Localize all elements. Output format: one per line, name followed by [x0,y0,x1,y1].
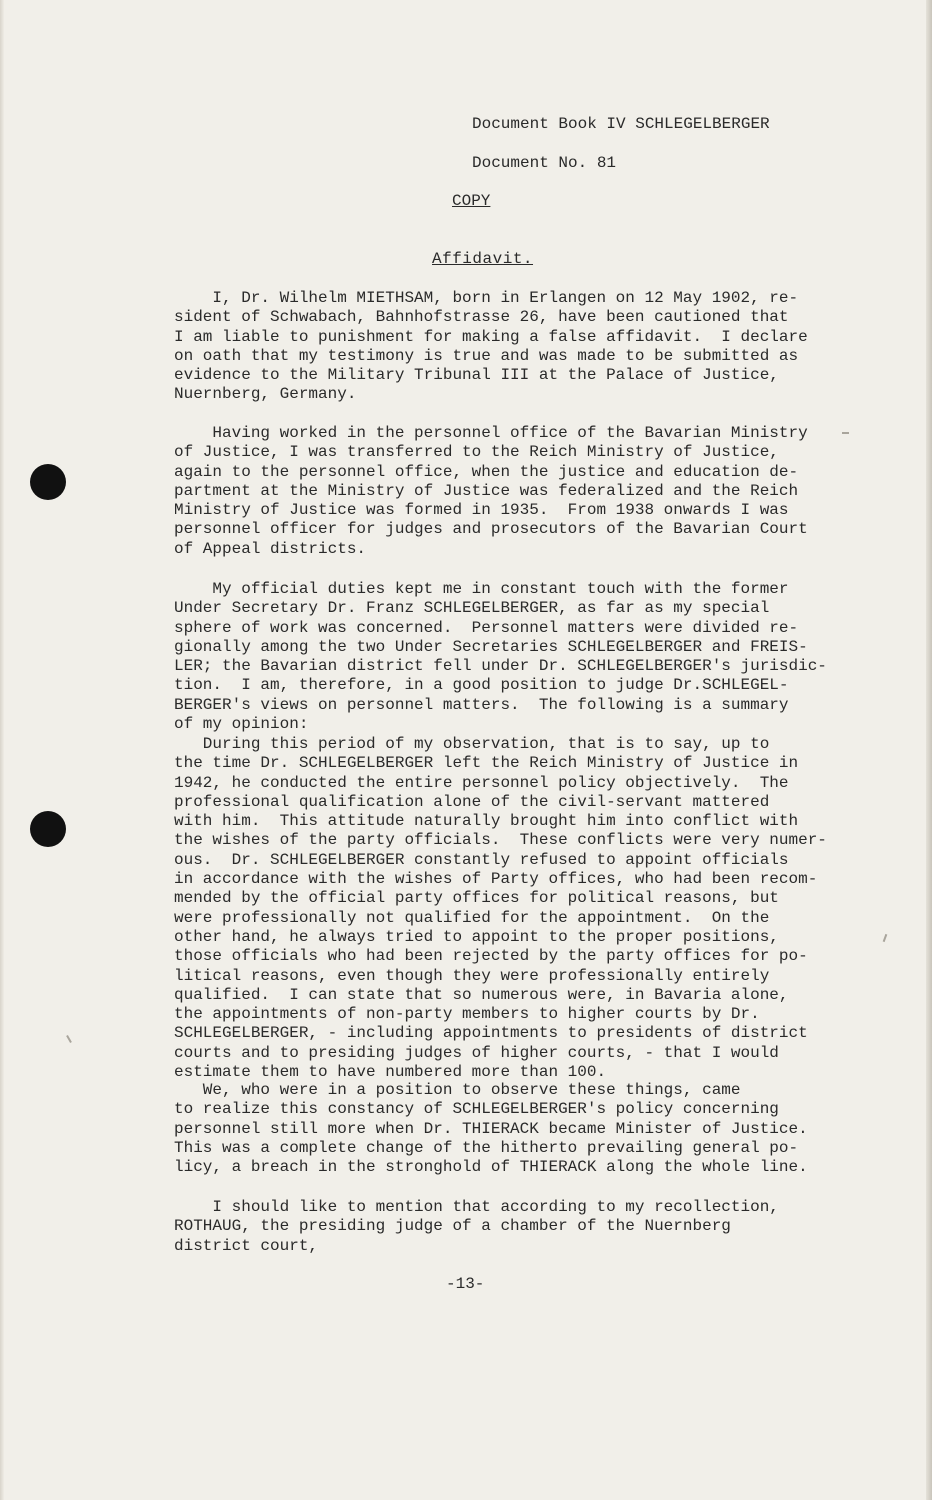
paragraph-official-duties: My official duties kept me in constant touch with the former Under Secretary Dr. Franz SCHLEGELBERGER, as far as my special sphere of work was concerned. Personnel matters were divided re- gionally among the two Under Secretaries SCHLEGELBERGER and FREIS- LER; the Bavarian district fell under Dr. SCHLEGELBERGER's jurisdic- tion. I am, therefore, in a good position to judge Dr.SCHLEGEL- BERGER's views on personnel matters. The following is a summary of my opinion: [174,580,827,734]
punch-hole-bottom [30,811,66,847]
paragraph-declarant-identity: I, Dr. Wilhelm MIETHSAM, born in Erlangen on 12 May 1902, re- sident of Schwabach, Bahnhofstrasse 26, have been cautioned that I am liable to punishment for making a false affidavit. I declare on oath that my testimony is true and was made to be submitted as evidence to the Military Tribunal III at the Palace of Justice, Nuernberg, Germany. [174,289,808,404]
copy-label: COPY [452,192,491,210]
punch-hole-top [30,464,66,500]
page-number: -13- [446,1275,485,1293]
paper-mark [883,934,888,942]
document-number: Document No. 81 [472,154,617,172]
paper-mark [842,432,849,434]
paragraph-personnel-policy: During this period of my observation, that is to say, up to the time Dr. SCHLEGELBERGER left the Reich Ministry of Justice in 1942, he conducted the entire personnel policy objectively. The professional qualification alone of the civil-servant mattered with him. This attitude naturally brought him into conflict with the wishes of the party officials. These conflicts were very numer- ous. Dr. SCHLEGELBERGER constantly refused to appoint officials in accordance with the wishes of Party offices, who had been recom- mended by the official party offices for political reasons, but were professionally not qualified for the appointment. On the other hand, he always tried to appoint to the proper positions, those officials who had been rejected by the party offices for po- litical reasons, even though they were professionally entirely qualified. I can state that so numerous were, in Bavaria alone, the appointments of non-party members to higher courts by Dr. SCHLEGELBERGER, - including appointments to presidents of district courts and to presiding judges of higher courts, - that I would estimate them to have numbered more than 100. [174,735,827,1082]
page-right-edge [926,0,932,1500]
paper-mark [66,1035,72,1043]
paragraph-career-history: Having worked in the personnel office of the Bavarian Ministry of Justice, I was transferred to the Reich Ministry of Justice, again to the personnel office, when the justice and education de- partment at the Ministry of Justice was federalized and the Reich Ministry of Justice was formed in 1935. From 1938 onwards I was personnel officer for judges and prosecutors of the Bavarian Court of Appeal districts. [174,424,808,558]
paragraph-rothaug-mention: I should like to mention that according to my recollection, ROTHAUG, the presiding judge of a chamber of the Nuernberg district court, [174,1198,779,1255]
document-book-header: Document Book IV SCHLEGELBERGER [472,115,770,133]
paragraph-thierack-change: We, who were in a position to observe these things, came to realize this constancy of SCHLEGELBERGER's policy concerning personnel still more when Dr. THIERACK became Minister of Justice. This was a complete change of the hitherto prevailing general po- licy, a breach in the stronghold of THIERACK along the whole line. [174,1081,808,1177]
affidavit-title: Affidavit. [432,250,534,268]
page-left-edge [0,0,4,1500]
